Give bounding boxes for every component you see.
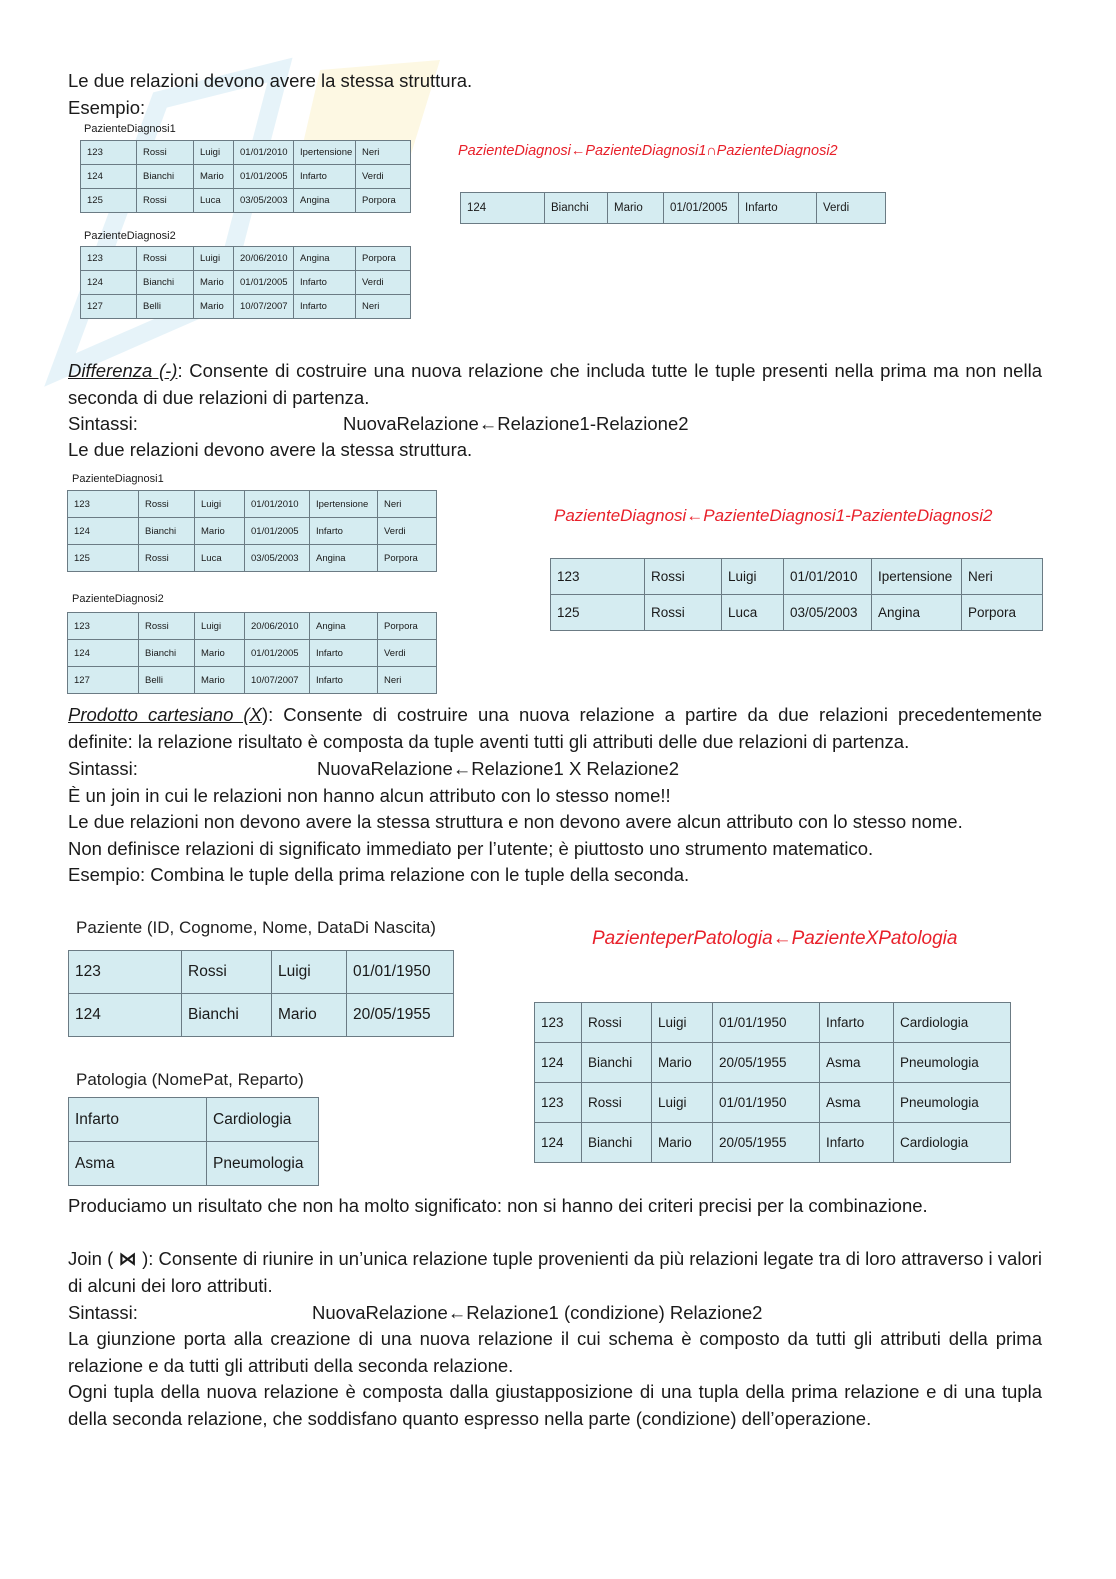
table-cell: Porpora — [356, 189, 411, 213]
table-caption: Patologia (NomePat, Reparto) — [76, 1070, 304, 1089]
table-cell: 20/05/1955 — [713, 1123, 820, 1163]
table-cell: 124 — [81, 271, 137, 295]
table-cell: 123 — [68, 491, 139, 518]
table-cell: Luca — [195, 545, 245, 572]
table-cell: Verdi — [817, 193, 886, 224]
table-cell: Infarto — [310, 667, 378, 694]
table-cell: 01/01/2005 — [234, 271, 294, 295]
table-cell: Bianchi — [137, 271, 194, 295]
table-cell: 124 — [69, 994, 182, 1037]
table-cell: Luigi — [652, 1083, 713, 1123]
table-cell: Rossi — [582, 1003, 652, 1043]
table-cell: Bianchi — [182, 994, 272, 1037]
table-cell: 03/05/2003 — [784, 595, 872, 631]
table-cell: Porpora — [378, 545, 437, 572]
table-cell: Rossi — [582, 1083, 652, 1123]
table-cell: Verdi — [378, 640, 437, 667]
intersect-formula: PazienteDiagnosi←PazienteDiagnosi1∩PazienteDiagnosi2 — [458, 143, 838, 159]
table-row — [69, 994, 454, 1037]
product-join-note: È un join in cui le relazioni non hanno alcun attributo con lo stesso nome!! — [68, 785, 671, 806]
table-cell: Mario — [194, 271, 234, 295]
difference-definition: Differenza (-): Consente di costruire una nuova relazione che includa tutte le tuple presenti nella prima ma non nella seconda di due relazioni di partenza. — [68, 360, 1042, 408]
table-cell: Mario — [652, 1123, 713, 1163]
table-cell: Luca — [722, 595, 784, 631]
table-cell: 01/01/2010 — [784, 559, 872, 595]
table-cell: Angina — [294, 247, 356, 271]
product-syntax: NuovaRelazione←Relazione1 X Relazione2 — [317, 758, 679, 779]
table-row — [69, 1098, 319, 1142]
table-cell: Verdi — [378, 518, 437, 545]
watermark-logo — [20, 40, 520, 400]
table-cell: 01/01/1950 — [713, 1003, 820, 1043]
table-cell: Ipertensione — [872, 559, 962, 595]
join-paragraph-1: La giunzione porta alla creazione di una nuova relazione il cui schema è composto da tutti gli attributi della prima relazione e da tutti gli attributi della seconda relazione. — [68, 1328, 1042, 1376]
table-cell: 20/05/1955 — [713, 1043, 820, 1083]
intersect-result-table — [460, 192, 886, 224]
join-definition: Join ( ⋈ ): Consente di riunire in un’unica relazione tuple provenienti da più relazioni legate tra di loro attraverso i valori di alcuni dei loro attributi. — [68, 1248, 1043, 1296]
table-cell: 124 — [68, 518, 139, 545]
table-cell: Verdi — [356, 271, 411, 295]
table-cell: Mario — [194, 165, 234, 189]
table-cell: 123 — [81, 247, 137, 271]
table-cell: Angina — [310, 613, 378, 640]
patologia-table — [68, 1097, 319, 1186]
table-cell: Bianchi — [545, 193, 608, 224]
table-cell: Angina — [872, 595, 962, 631]
difference-syntax-label: Sintassi: — [68, 413, 138, 434]
table-cell: Rossi — [139, 613, 195, 640]
table-cell: 10/07/2007 — [245, 667, 310, 694]
table-cell: 123 — [81, 141, 137, 165]
table-cell: Pneumologia — [894, 1043, 1011, 1083]
table-row — [68, 545, 437, 572]
table-cell: 127 — [68, 667, 139, 694]
table-cell: Infarto — [294, 295, 356, 319]
table-row — [81, 271, 411, 295]
table-cell: Mario — [608, 193, 664, 224]
table-cell: Cardiologia — [894, 1003, 1011, 1043]
table-cell: 124 — [535, 1123, 582, 1163]
table-cell: Ipertensione — [310, 491, 378, 518]
difference-table-1 — [67, 490, 437, 572]
table-cell: 03/05/2003 — [234, 189, 294, 213]
table-cell: 125 — [81, 189, 137, 213]
table-cell: Luigi — [722, 559, 784, 595]
table-cell: Neri — [356, 295, 411, 319]
table-cell: 124 — [68, 640, 139, 667]
table-row — [81, 141, 411, 165]
table-cell: Porpora — [378, 613, 437, 640]
table-cell: Porpora — [962, 595, 1043, 631]
table-cell: Rossi — [137, 247, 194, 271]
product-conclusion: Produciamo un risultato che non ha molto significato: non si hanno dei criteri precisi per la combinazione. — [68, 1195, 928, 1216]
product-formula: PazienteperPatologia←PazienteXPatologia — [592, 928, 958, 949]
table-caption: Paziente (ID, Cognome, Nome, DataDi Nascita) — [76, 918, 436, 937]
product-syntax-label: Sintassi: — [68, 758, 138, 779]
product-definition: Prodotto cartesiano (X): Consente di costruire una nuova relazione a partire da due relazioni precedentemente definite: la relazione risultato è composta da tuple aventi tutti gli attributi delle due relazioni di partenza. — [68, 704, 1042, 752]
difference-result-table — [550, 558, 1043, 631]
table-cell: Infarto — [310, 640, 378, 667]
intersect-note: Le due relazioni devono avere la stessa struttura. — [68, 70, 473, 91]
difference-syntax: NuovaRelazione←Relazione1-Relazione2 — [343, 413, 689, 434]
table-row — [551, 559, 1043, 595]
table-cell: Rossi — [182, 951, 272, 994]
table-cell: Porpora — [356, 247, 411, 271]
table-cell: Rossi — [137, 189, 194, 213]
table-cell: Rossi — [645, 595, 722, 631]
table-cell: Bianchi — [582, 1043, 652, 1083]
product-structure-note: Le due relazioni non devono avere la stessa struttura e non devono avere alcun attributo con lo stesso nome. — [68, 811, 963, 832]
product-example: Esempio: Combina le tuple della prima relazione con le tuple della seconda. — [68, 864, 690, 885]
table-cell: 10/07/2007 — [234, 295, 294, 319]
table-cell: Mario — [195, 640, 245, 667]
table-cell: Infarto — [294, 165, 356, 189]
table-cell: Bianchi — [137, 165, 194, 189]
table-cell: 127 — [81, 295, 137, 319]
table-cell: Neri — [356, 141, 411, 165]
table-cell: Mario — [195, 518, 245, 545]
table-row — [68, 613, 437, 640]
intersect-table-1 — [80, 140, 411, 213]
table-cell: Luigi — [194, 141, 234, 165]
table-cell: Luigi — [194, 247, 234, 271]
table-row — [535, 1003, 1011, 1043]
table-cell: 20/05/1955 — [347, 994, 454, 1037]
table-row — [68, 518, 437, 545]
table-cell: Neri — [962, 559, 1043, 595]
table-row — [81, 165, 411, 189]
table-row — [81, 189, 411, 213]
difference-term: Differenza (-) — [68, 360, 178, 381]
table-caption: PazienteDiagnosi2 — [84, 230, 176, 242]
table-cell: 01/01/1950 — [713, 1083, 820, 1123]
table-cell: Luigi — [195, 491, 245, 518]
table-cell: 124 — [461, 193, 545, 224]
table-row — [461, 193, 886, 224]
join-paragraph-2: Ogni tupla della nuova relazione è composta dalla giustapposizione di una tupla della prima relazione e di una tupla della seconda relazione, che soddisfano quanto espresso nella parte (condizione) dell’operazione. — [68, 1381, 1042, 1429]
table-cell: 124 — [81, 165, 137, 189]
table-cell: 01/01/2010 — [245, 491, 310, 518]
table-cell: 20/06/2010 — [245, 613, 310, 640]
table-cell: Infarto — [69, 1098, 207, 1142]
table-cell: Asma — [820, 1083, 894, 1123]
table-cell: Angina — [294, 189, 356, 213]
table-cell: Rossi — [645, 559, 722, 595]
table-cell: Mario — [195, 667, 245, 694]
table-cell: 01/01/2005 — [245, 518, 310, 545]
table-cell: Infarto — [294, 271, 356, 295]
table-cell: Pneumologia — [894, 1083, 1011, 1123]
table-cell: Cardiologia — [207, 1098, 319, 1142]
table-cell: Infarto — [310, 518, 378, 545]
table-cell: 03/05/2003 — [245, 545, 310, 572]
table-cell: 20/06/2010 — [234, 247, 294, 271]
table-cell: 01/01/2010 — [234, 141, 294, 165]
table-cell: Neri — [378, 491, 437, 518]
table-cell: 123 — [535, 1003, 582, 1043]
table-cell: Luca — [194, 189, 234, 213]
join-syntax: NuovaRelazione←Relazione1 (condizione) Relazione2 — [312, 1302, 763, 1323]
table-row — [68, 491, 437, 518]
table-cell: 123 — [68, 613, 139, 640]
product-meaning-note: Non definisce relazioni di significato immediato per l’utente; è piuttosto uno strumento matematico. — [68, 838, 874, 859]
table-cell: 01/01/2005 — [234, 165, 294, 189]
table-cell: Asma — [69, 1142, 207, 1186]
table-cell: Neri — [378, 667, 437, 694]
table-cell: Infarto — [820, 1123, 894, 1163]
table-cell: Belli — [139, 667, 195, 694]
table-cell: 01/01/2005 — [245, 640, 310, 667]
table-cell: Luigi — [272, 951, 347, 994]
table-cell: Bianchi — [139, 518, 195, 545]
table-cell: Infarto — [820, 1003, 894, 1043]
table-row — [535, 1043, 1011, 1083]
difference-formula: PazienteDiagnosi←PazienteDiagnosi1-PazienteDiagnosi2 — [554, 506, 993, 525]
table-cell: Bianchi — [582, 1123, 652, 1163]
table-cell: Luigi — [652, 1003, 713, 1043]
table-cell: 123 — [535, 1083, 582, 1123]
product-result-table — [534, 1002, 1011, 1163]
table-row — [535, 1123, 1011, 1163]
table-cell: Mario — [652, 1043, 713, 1083]
intersect-example-label: Esempio: — [68, 97, 146, 118]
table-row — [535, 1083, 1011, 1123]
table-cell: 01/01/2005 — [664, 193, 739, 224]
table-cell: Verdi — [356, 165, 411, 189]
table-cell: 125 — [68, 545, 139, 572]
table-cell: Rossi — [137, 141, 194, 165]
table-row — [81, 295, 411, 319]
table-cell: Angina — [310, 545, 378, 572]
table-cell: Mario — [272, 994, 347, 1037]
table-caption: PazienteDiagnosi1 — [84, 123, 176, 135]
table-caption: PazienteDiagnosi1 — [72, 473, 164, 485]
table-row — [68, 667, 437, 694]
join-symbol-icon: ⋈ — [118, 1248, 137, 1269]
table-row — [81, 247, 411, 271]
table-cell: Rossi — [139, 545, 195, 572]
table-cell: Rossi — [139, 491, 195, 518]
table-cell: Luigi — [195, 613, 245, 640]
table-cell: 123 — [551, 559, 645, 595]
table-row — [69, 1142, 319, 1186]
table-cell: Belli — [137, 295, 194, 319]
product-term: Prodotto cartesiano (X — [68, 704, 262, 725]
table-caption: PazienteDiagnosi2 — [72, 593, 164, 605]
table-row — [69, 951, 454, 994]
join-syntax-label: Sintassi: — [68, 1302, 138, 1323]
table-cell: Asma — [820, 1043, 894, 1083]
table-cell: Cardiologia — [894, 1123, 1011, 1163]
difference-table-2 — [67, 612, 437, 694]
table-cell: 01/01/1950 — [347, 951, 454, 994]
table-cell: Bianchi — [139, 640, 195, 667]
intersect-table-2 — [80, 246, 411, 319]
table-cell: Ipertensione — [294, 141, 356, 165]
table-cell: Pneumologia — [207, 1142, 319, 1186]
table-cell: Mario — [194, 295, 234, 319]
table-row — [68, 640, 437, 667]
difference-note: Le due relazioni devono avere la stessa struttura. — [68, 439, 473, 460]
table-cell: 123 — [69, 951, 182, 994]
table-cell: 124 — [535, 1043, 582, 1083]
paziente-table — [68, 950, 454, 1037]
table-cell: 125 — [551, 595, 645, 631]
table-row — [551, 595, 1043, 631]
table-cell: Infarto — [739, 193, 817, 224]
